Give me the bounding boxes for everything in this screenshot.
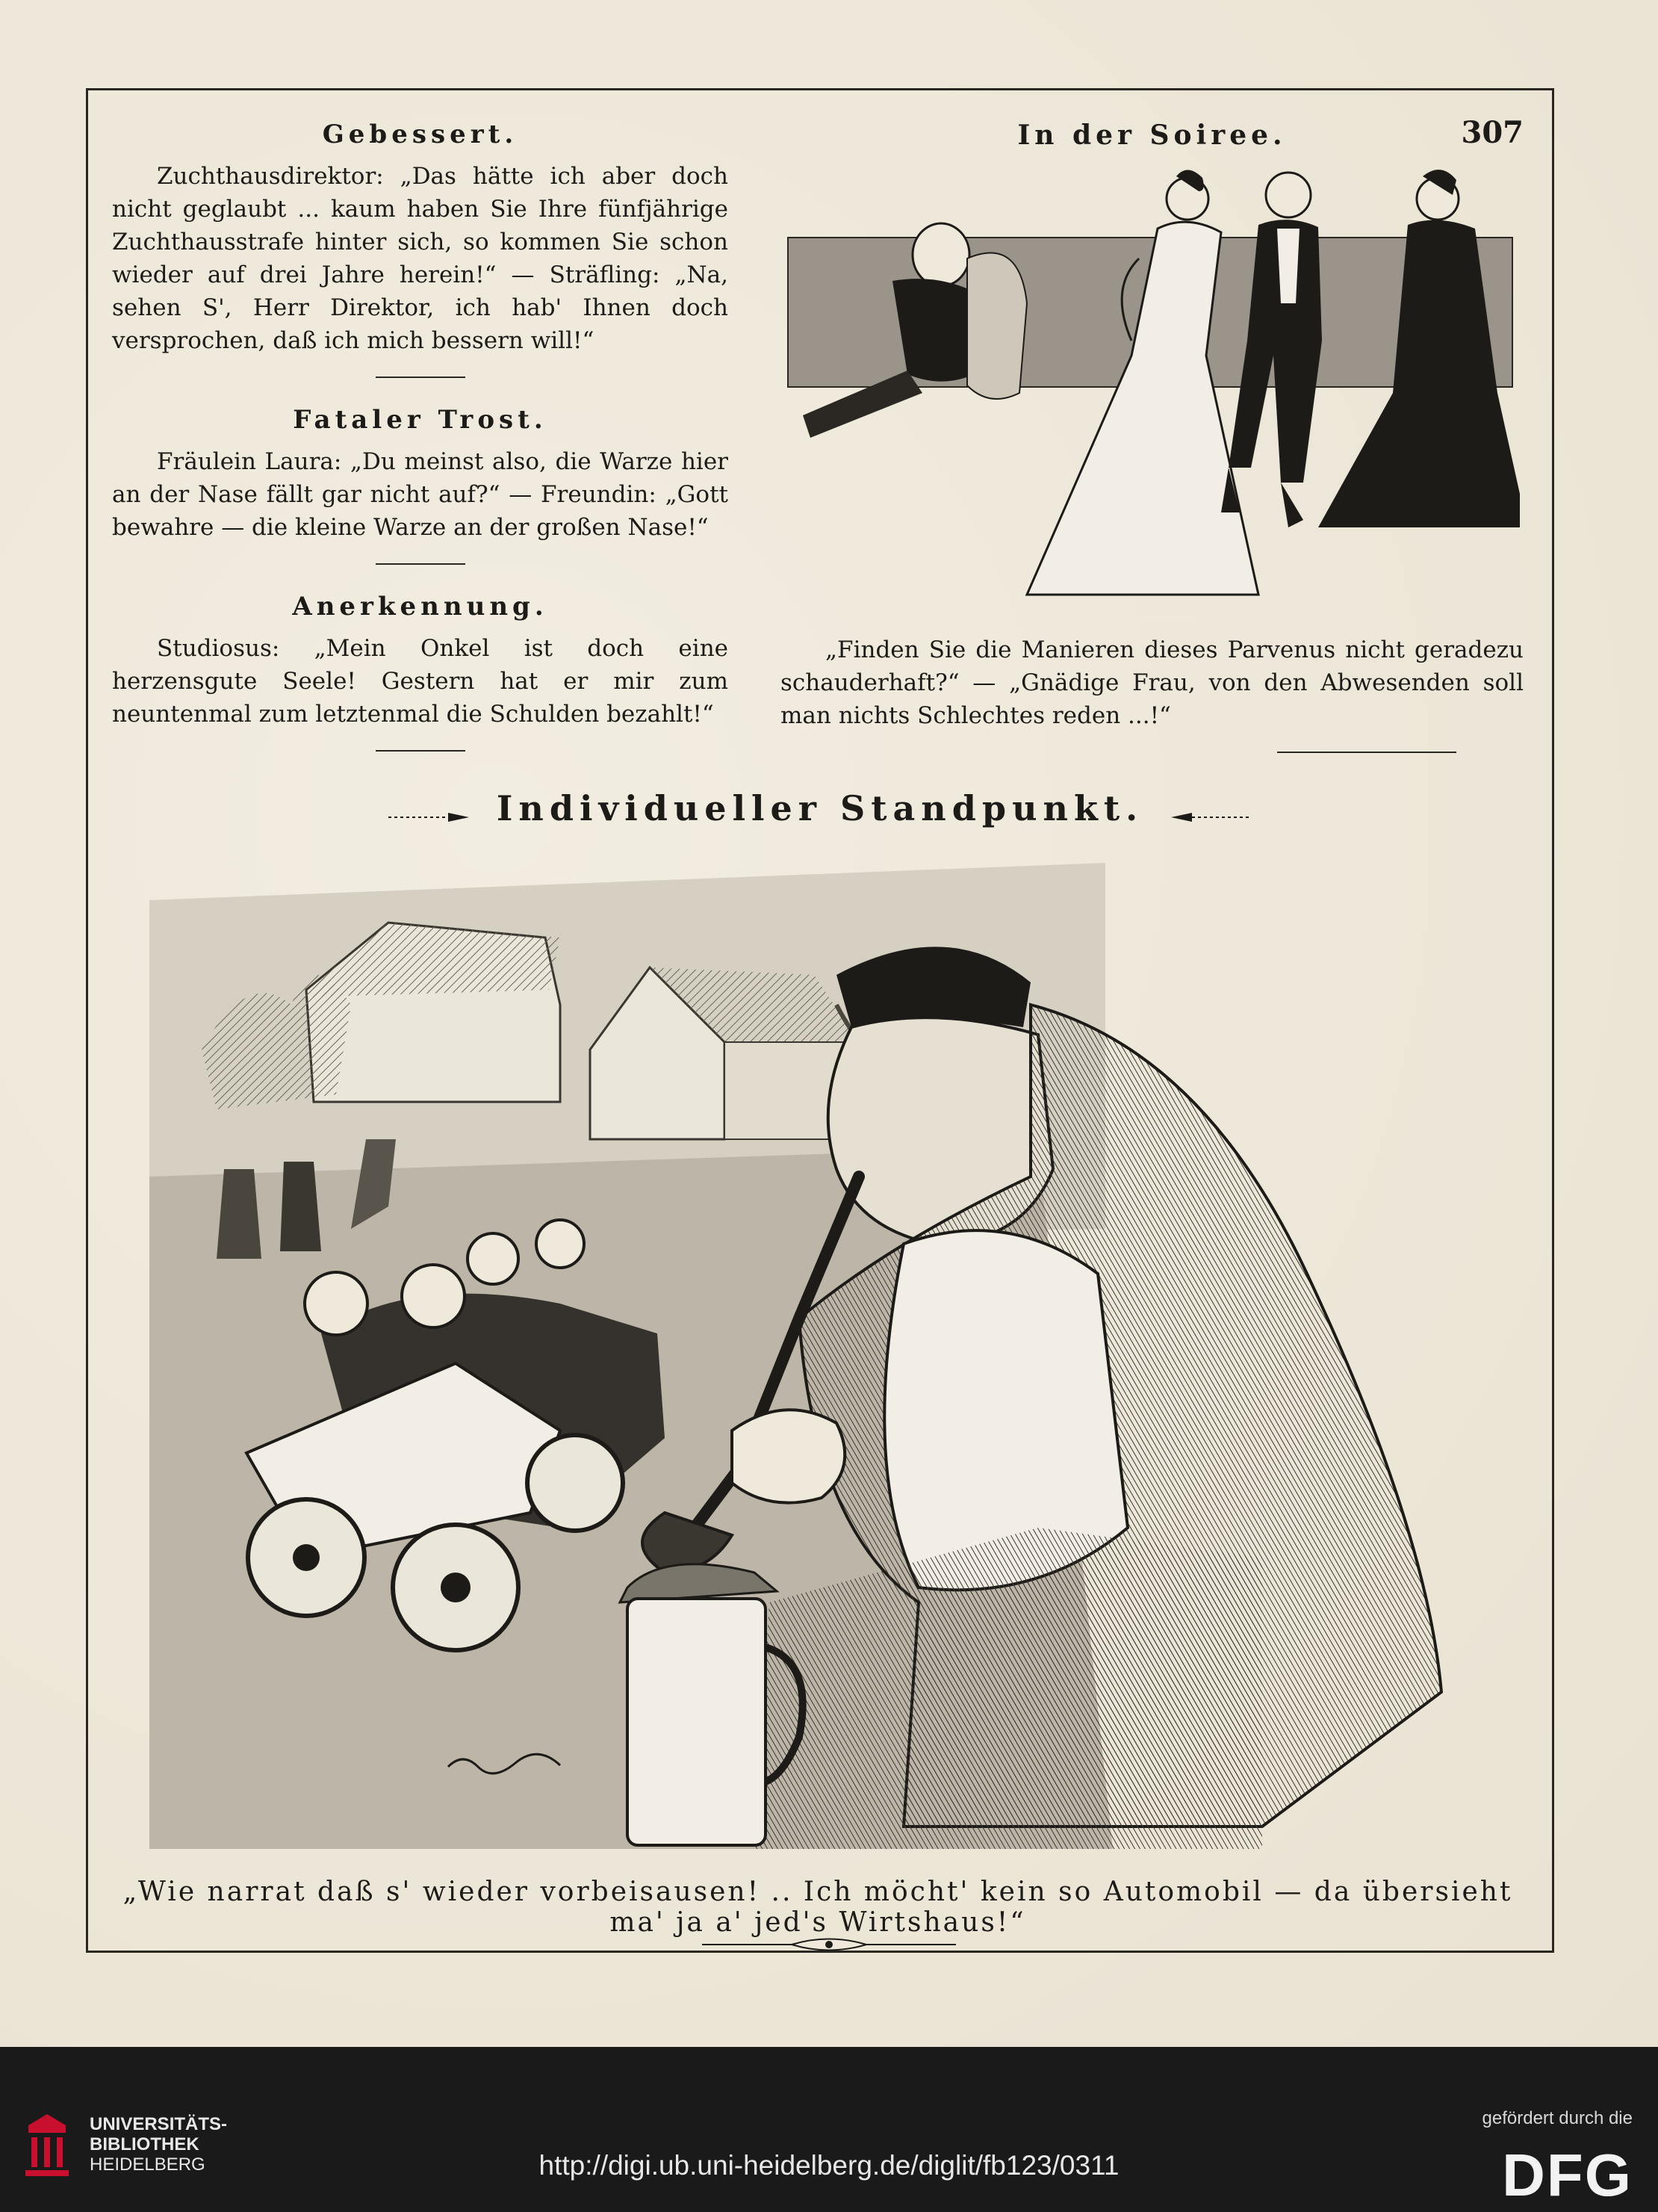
funded-by-label: gefördert durch die (1482, 2108, 1633, 2128)
separator-rule (376, 563, 465, 565)
section-title: Fataler Trost. (293, 405, 547, 435)
separator-rule (1277, 752, 1456, 753)
section-anerkennung (112, 592, 728, 731)
section-title: In der Soiree. (1017, 120, 1287, 151)
soiree-header (780, 115, 1524, 161)
end-ornament-icon (702, 1933, 956, 1956)
soiree-caption: „Finden Sie die Manieren dieses Parvenus nicht geradezu schauderhaft?“ — „Gnädige Frau, von den Abwesenden soll man nichts Schlechtes reden ...!“ (780, 636, 1524, 729)
main-illustration (142, 855, 1501, 1849)
right-column (780, 115, 1524, 780)
main-title-row (86, 788, 1554, 828)
ornament-left-icon (388, 811, 471, 824)
digitization-footer (0, 2047, 1658, 2212)
permalink-url[interactable]: http://digi.ub.uni-heidelberg.de/diglit/fb123/0311 (538, 2150, 1120, 2181)
main-caption: „Wie narrat daß s' wieder vorbeisausen! .. Ich möcht' kein so Automobil — da übersieht ma' ja a' jed's Wirtshaus!“ (122, 1877, 1513, 1938)
soiree-illustration (780, 169, 1520, 617)
section-gebessert (112, 120, 728, 357)
section-text: Fräulein Laura: „Du meinst also, die Warze hier an der Nase fällt gar nicht auf?“ — Freundin: „Gott bewahre — die kleine Warze an der großen Nase!“ (112, 448, 728, 541)
library-name-line: UNIVERSITÄTS- (90, 2114, 228, 2134)
ornament-right-icon (1170, 811, 1252, 824)
section-title: Anerkennung. (292, 592, 548, 622)
left-column (112, 120, 728, 778)
separator-rule (376, 377, 465, 378)
main-title: Individueller Standpunkt. (496, 788, 1144, 828)
section-title: Gebessert. (322, 120, 518, 149)
separator-rule (376, 750, 465, 752)
library-name-line: BIBLIOTHEK (90, 2134, 199, 2154)
section-text: Zuchthausdirektor: „Das hätte ich aber doch nicht geglaubt ... kaum haben Sie Ihre fünfjährige Zuchthausstrafe hinter sich, so kommen Sie schon wieder auf drei Jahre herein!“ — Sträfling: „Na, sehen S', Herr Direktor, ich hab' Ihnen doch versprochen, daß ich mich bessern will!“ (112, 163, 728, 354)
library-name-line: HEIDELBERG (90, 2154, 205, 2175)
page-number: 307 (1461, 115, 1524, 150)
section-fataler-trost (112, 405, 728, 544)
section-text: Studiosus: „Mein Onkel ist doch eine herzensgute Seele! Gestern hat er mir zum neuntenmal zum letztenmal die Schulden bezahlt!“ (112, 635, 728, 728)
dfg-logo: DFG (1502, 2142, 1633, 2208)
